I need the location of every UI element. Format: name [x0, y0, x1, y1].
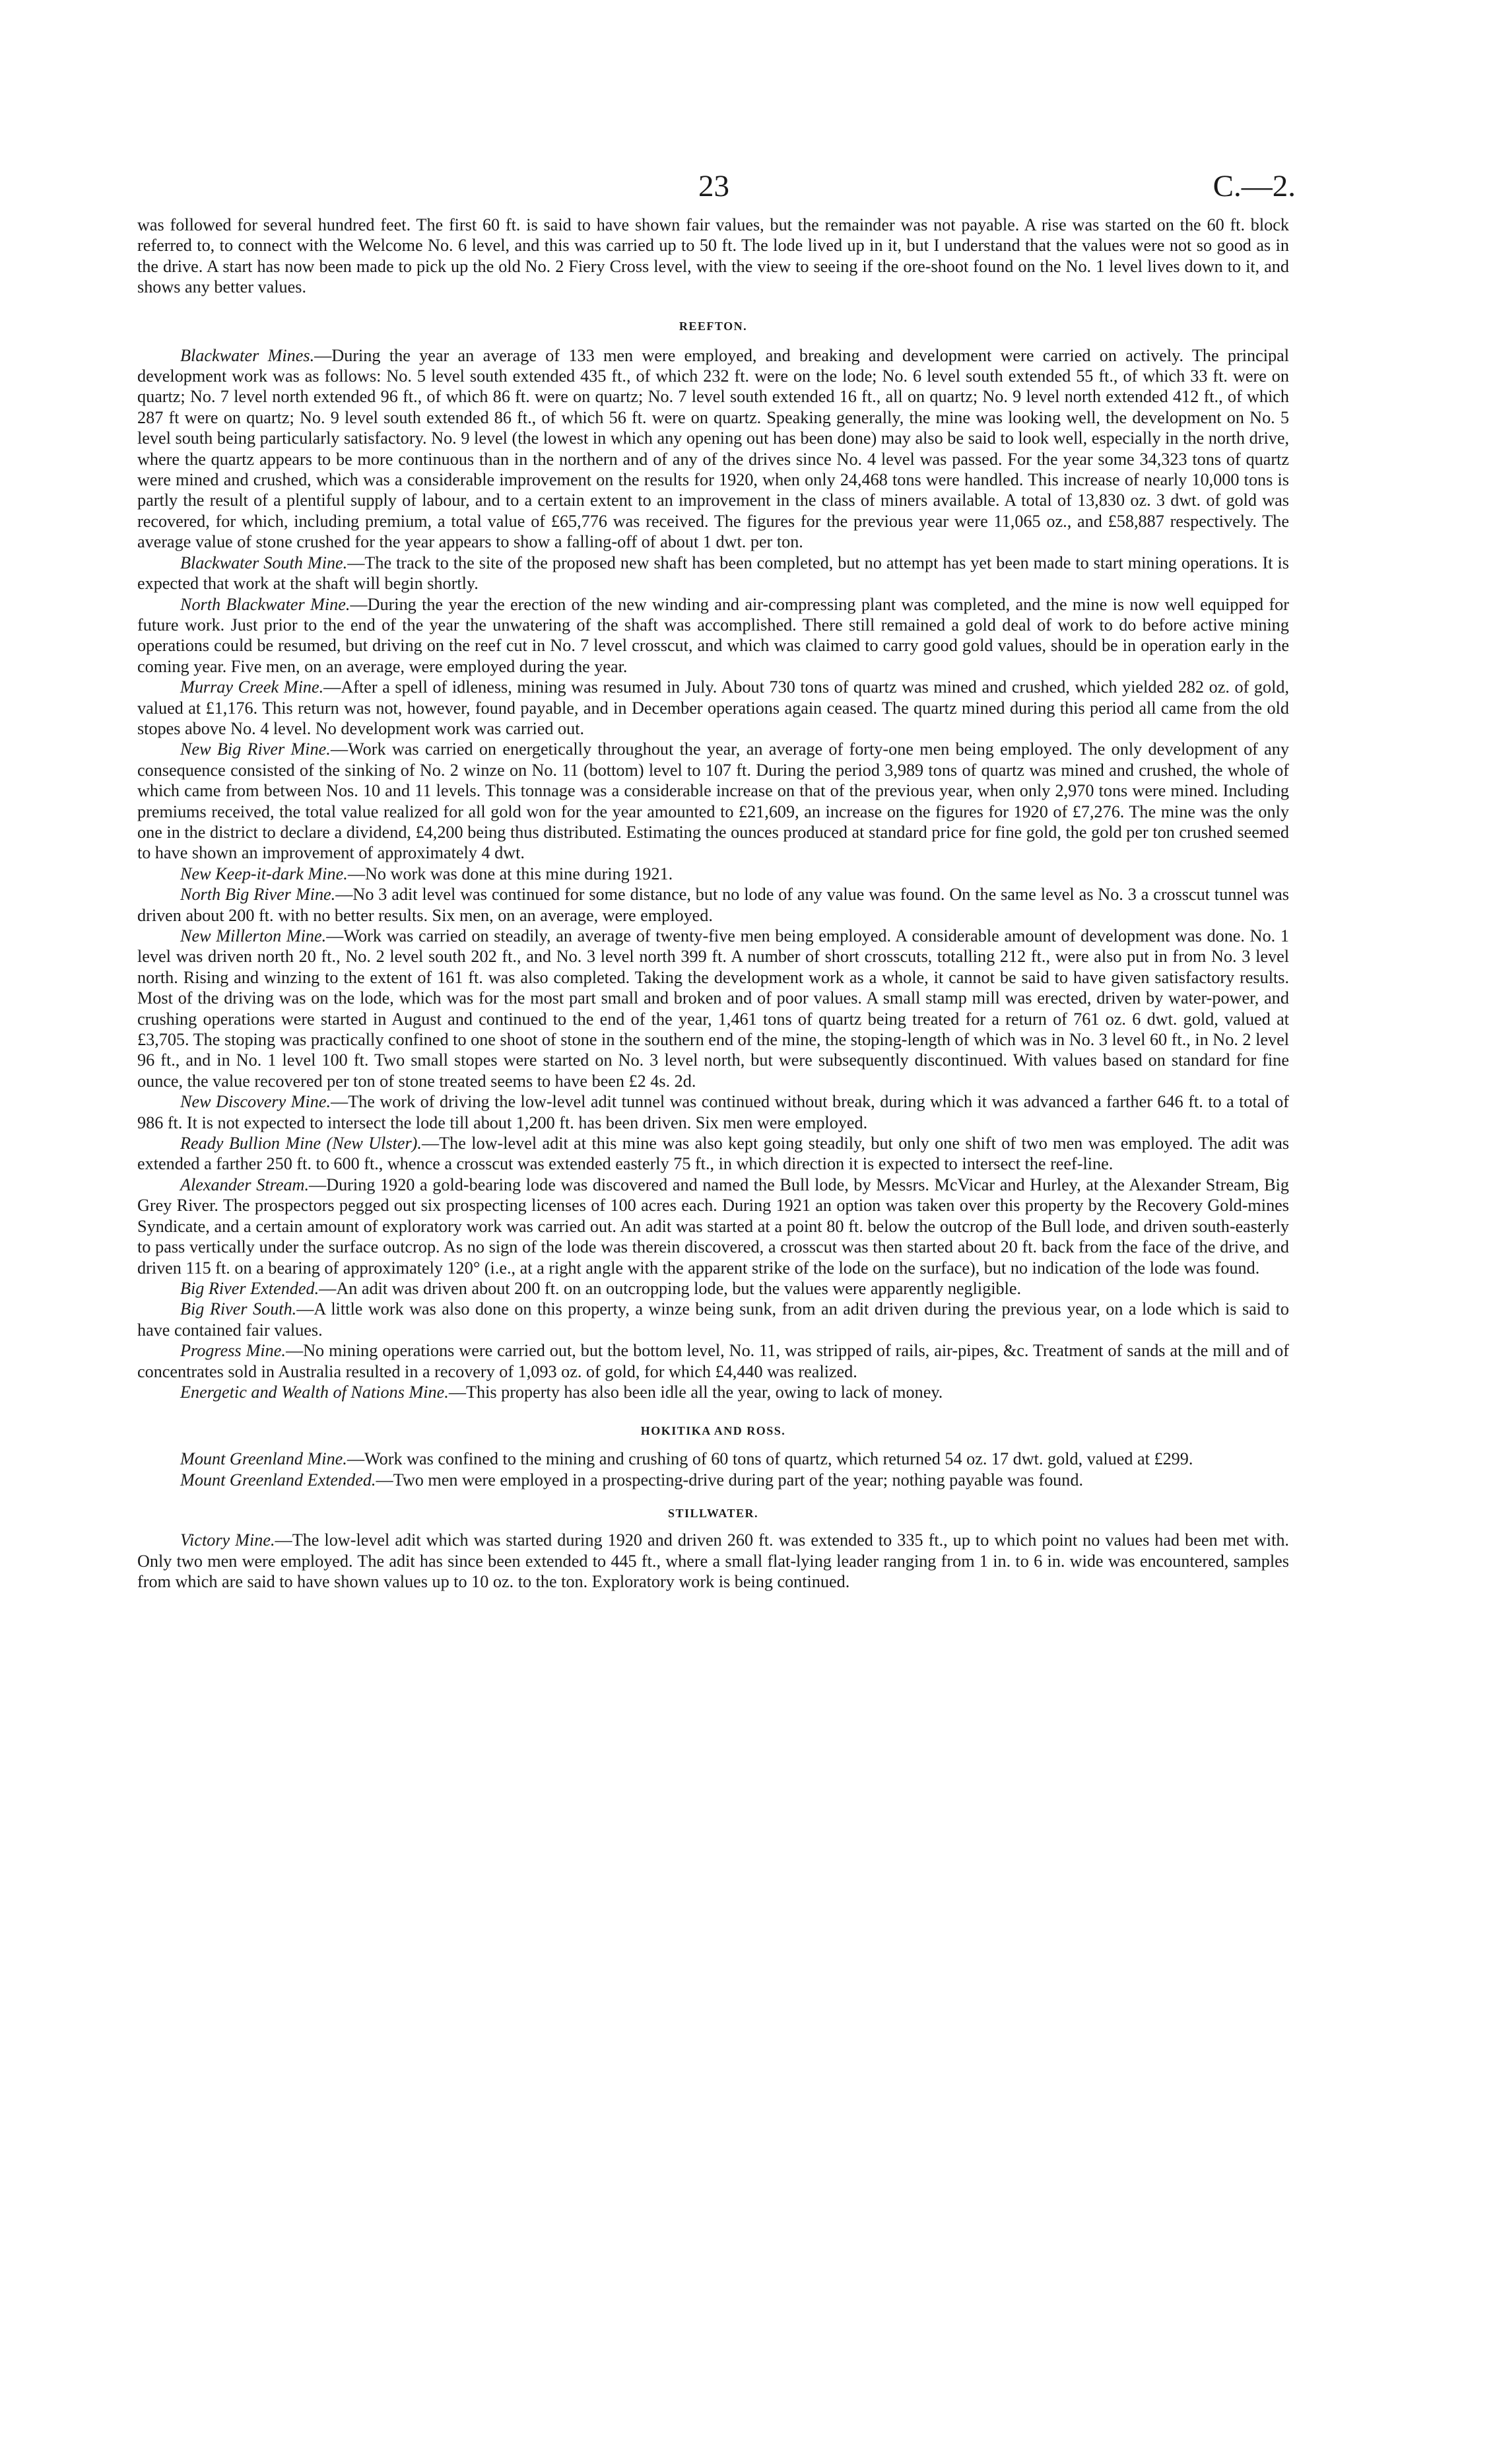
paragraph-text: —The work of driving the low-level adit tunnel was continued without break, during which it was advanced a farther 646 ft. to a total of 986 ft. It is not expected to intersect the lode till about 1,200 ft. has been driven. Six men were employed. [137, 1092, 1289, 1132]
paragraph-energetic-mine [137, 1382, 1289, 1402]
paragraph-new-big-river-mine [137, 739, 1289, 863]
paragraph-text: —The low-level adit at this mine was also kept going steadily, but only one shift of two men was employed. The adit was extended a farther 250 ft. to 600 ft., whence a crosscut was extended easterly 75 ft., in which direction it is expected to intersect the reef-line. [137, 1134, 1290, 1174]
paragraph-big-river-south [137, 1299, 1289, 1340]
paragraph-title: Blackwater Mines. [180, 345, 315, 365]
paragraph-text: —During 1920 a gold-bearing lode was discovered and named the Bull lode, by Messrs. McVicar and Hurley, at the Alexander Stream, Big Grey River. The prospectors pegged out six prospecting licenses of 100 acres each. During 1921 an option was taken over this property by the Recovery Gold-mines Syndicate, and a certain amount of exploratory work was carried out. An adit was started at a point 80 ft. below the outcrop of the Bull lode, and driven south-easterly to pass vertically under the surface outcrop. As no sign of the lode was therein discovered, a crosscut was then started about 20 ft. back from the face of the drive, and driven 115 ft. on a bearing of approximately 120° (i.e., at a right angle with the apparent strike of the lode on the surface), but no indication of the lode was found. [137, 1175, 1289, 1278]
paragraph-blackwater-south-mine [137, 553, 1289, 594]
paragraph-text: —Two men were employed in a prospecting-drive during part of the year; nothing payable was found. [376, 1470, 1084, 1489]
paragraph-title: Blackwater South Mine. [180, 553, 348, 572]
paragraph-big-river-extended [137, 1278, 1289, 1299]
paragraph-title: Alexander Stream. [180, 1175, 310, 1194]
paragraph-title: Mount Greenland Mine. [180, 1449, 347, 1469]
paragraph-text: —A little work was also done on this property, a winze being sunk, from an adit driven during the previous year, on a lode which is said to have contained fair values. [137, 1299, 1289, 1340]
paragraph-title: New Millerton Mine. [180, 926, 327, 945]
paragraph-title: Murray Creek Mine. [180, 677, 324, 697]
page-number: 23 [698, 169, 729, 203]
paragraph-text: —Work was carried on energetically throughout the year, an average of forty-one men being employed. The only development of any consequence consisted of the sinking of No. 2 winze on No. 11 (bottom) level to 107 ft. During the period 3,989 tons of quartz was mined and crushed, the whole of which came from between Nos. 10 and 11 levels. This tonnage was a considerable increase on that of the previous year, when only 2,970 tons were mined. Including premiums received, the total value realized for all gold won for the year amounted to £21,609, an increase on the figures for 1920 of £7,276. The mine was the only one in the district to declare a dividend, £4,200 being thus distributed. Estimating the ounces produced at standard price for fine gold, the gold per ton crushed seemed to have shown an improvement of approximately 4 dwt. [137, 739, 1289, 863]
document-page [137, 168, 1296, 1592]
paragraph-text: —This property has also been idle all the year, owing to lack of money. [448, 1382, 943, 1402]
paragraph-mount-greenland-extended [137, 1470, 1289, 1490]
document-reference: C.—2. [1213, 169, 1296, 203]
paragraph-text: —During the year an average of 133 men were employed, and breaking and development were carried on actively. The principal development work was as follows: No. 5 level south extended 435 ft., of which 232 ft. were on the lode; No. 6 level south extended 55 ft., of which 33 ft. were on quartz; No. 7 level north extended 96 ft., of which 86 ft. were on quartz; No. 7 level south extended 16 ft., all on quartz; No. 9 level north extended 412 ft., of which 287 ft were on quartz; No. 9 level south extended 86 ft., of which 56 ft. were on quartz. Speaking generally, the mine was looking well, the development on No. 5 level south being particularly satisfactory. No. 9 level (the lowest in which any opening out has been done) may also be said to look well, especially in the north drive, where the quartz appears to be more continuous than in the northern and of any of the drives since No. 4 level was passed. For the year some 34,323 tons of quartz were mined and crushed, which was a considerable improvement on the results for 1920, when only 24,468 tons were handled. This increase of nearly 10,000 tons is partly the result of a plentiful supply of labour, and to a certain extent to an improvement in the class of miners available. A total of 13,830 oz. 3 dwt. of gold was recovered, for which, including premium, a total value of £65,776 was received. The figures for the previous year were 11,065 oz., and £58,887 respectively. The average value of stone crushed for the year appears to show a falling-off of about 1 dwt. per ton. [137, 345, 1290, 552]
paragraph-new-keep-it-dark-mine [137, 864, 1289, 884]
paragraph-text: —Work was confined to the mining and crushing of 60 tons of quartz, which returned 54 oz. 17 dwt. gold, valued at £299. [347, 1449, 1193, 1469]
paragraph-progress-mine [137, 1340, 1289, 1382]
paragraph-title: Big River South. [180, 1299, 297, 1319]
paragraph-title: New Discovery Mine. [180, 1092, 331, 1112]
paragraph-text: —No 3 adit level was continued for some distance, but no lode of any value was found. On the same level as No. 3 a crosscut tunnel was driven about 200 ft. with no better results. Six men, on an average, were employed. [137, 885, 1289, 925]
paragraph-blackwater-mines [137, 345, 1289, 553]
section-stillwater [137, 1530, 1289, 1592]
paragraph-title: New Keep-it-dark Mine. [180, 864, 348, 883]
paragraph-text: —No work was done at this mine during 1921. [347, 864, 673, 883]
intro-paragraph: was followed for several hundred feet. The first 60 ft. is said to have shown fair values, but the remainder was not payable. A rise was started on the 60 ft. block referred to, to connect with the Welcome No. 6 level, and this was carried up to 50 ft. The lode lived up in it, but I understand that the values were not so good as in the drive. A start has now been made to pick up the old No. 2 Fiery Cross level, with the view to seeing if the ore-shoot found on the No. 1 level lives down to it, and shows any better values. [137, 215, 1289, 297]
paragraph-text: —An adit was driven about 200 ft. on an outcropping lode, but the values were apparently negligible. [319, 1278, 1022, 1298]
paragraph-ready-bullion-mine [137, 1133, 1289, 1175]
paragraph-title: Ready Bullion Mine (New Ulster). [180, 1134, 422, 1153]
paragraph-title: Big River Extended. [180, 1278, 319, 1298]
paragraph-text: —The low-level adit which was started during 1920 and driven 260 ft. was extended to 335 ft., up to which point no values had been met with. Only two men were employed. The adit has since been extended to 445 ft., where a small flat-lying leader ranging from 1 in. to 6 in. wide was encountered, samples from which are said to have shown values up to 10 oz. to the ton. Exploratory work is being continued. [137, 1530, 1289, 1591]
paragraph-title: North Blackwater Mine. [180, 594, 350, 614]
paragraph-text: —The track to the site of the proposed new shaft has been completed, but no attempt has yet been made to start mining operations. It is expected that work at the shaft will begin shortly. [137, 553, 1289, 594]
paragraph-title: Progress Mine. [180, 1341, 286, 1361]
paragraph-text: —After a spell of idleness, mining was resumed in July. About 730 tons of quartz was mined and crushed, which yielded 282 oz. of gold, valued at £1,176. This return was not, however, found payable, and in December operations again ceased. The quartz mined during this period all came from the old stopes above No. 4 level. No development work was carried out. [137, 677, 1289, 738]
section-reefton [137, 345, 1289, 1403]
paragraph-text: —No mining operations were carried out, but the bottom level, No. 11, was stripped of rails, air-pipes, &c. Treatment of sands at the mill and of concentrates sold in Australia resulted in a recovery of 1,093 oz. of gold, for which £4,440 was realized. [137, 1341, 1289, 1381]
paragraph-title: New Big River Mine. [180, 739, 331, 759]
paragraph-north-blackwater-mine [137, 594, 1289, 677]
paragraph-text: —During the year the erection of the new winding and air-compressing plant was completed, and the mine is now well equipped for future work. Just prior to the end of the year the unwatering of the shaft was accomplished. There still remained a gold deal of work to do before active mining operations could be resumed, but driving on the reef cut in No. 7 level crosscut, and which was claimed to carry good gold values, should be in operation early in the coming year. Five men, on an average, were employed during the year. [137, 594, 1289, 676]
paragraph-alexander-stream [137, 1175, 1289, 1278]
paragraph-new-discovery-mine [137, 1091, 1289, 1133]
section-heading-reefton: REEFTON. [679, 319, 748, 333]
section-hokitika-ross [137, 1449, 1289, 1490]
paragraph-victory-mine [137, 1530, 1289, 1592]
section-heading-stillwater: STILLWATER. [667, 1507, 759, 1521]
paragraph-text: —Work was carried on steadily, an average of twenty-five men being employed. A considerable amount of development was done. No. 1 level was driven north 20 ft., No. 2 level south 202 ft., and No. 3 level north 399 ft. A number of short crosscuts, totalling 212 ft., were also put in from No. 3 level north. Rising and winzing to the extent of 161 ft. was also completed. Taking the development work as a whole, it cannot be said to have given satisfactory results. Most of the driving was on the lode, which was for the most part small and broken and of poor values. A small stamp mill was erected, driven by water-power, and crushing operations were started in August and continued to the end of the year, 1,461 tons of quartz being treated for a return of 761 oz. 6 dwt. gold, valued at £3,705. The stoping was practically confined to one shoot of stone in the southern end of the mine, the stoping-length of which was in No. 3 level 60 ft., in No. 2 level 96 ft., and in No. 1 level 100 ft. Two small stopes were started on No. 3 level north, but were subsequently discontinued. With values based on standard for fine ounce, the value recovered per ton of stone treated seems to have been £2 4s. 2d. [137, 926, 1289, 1091]
paragraph-title: Victory Mine. [180, 1530, 275, 1550]
page-header [137, 168, 1296, 215]
paragraph-title: North Big River Mine. [180, 885, 336, 905]
paragraph-mount-greenland-mine [137, 1449, 1289, 1469]
paragraph-north-big-river-mine [137, 884, 1289, 926]
paragraph-murray-creek-mine [137, 677, 1289, 739]
section-heading-hokitika-ross: HOKITIKA AND ROSS. [640, 1424, 786, 1438]
paragraph-title: Mount Greenland Extended. [180, 1470, 376, 1489]
paragraph-title: Energetic and Wealth of Nations Mine. [180, 1382, 449, 1402]
paragraph-new-millerton-mine [137, 926, 1289, 1091]
